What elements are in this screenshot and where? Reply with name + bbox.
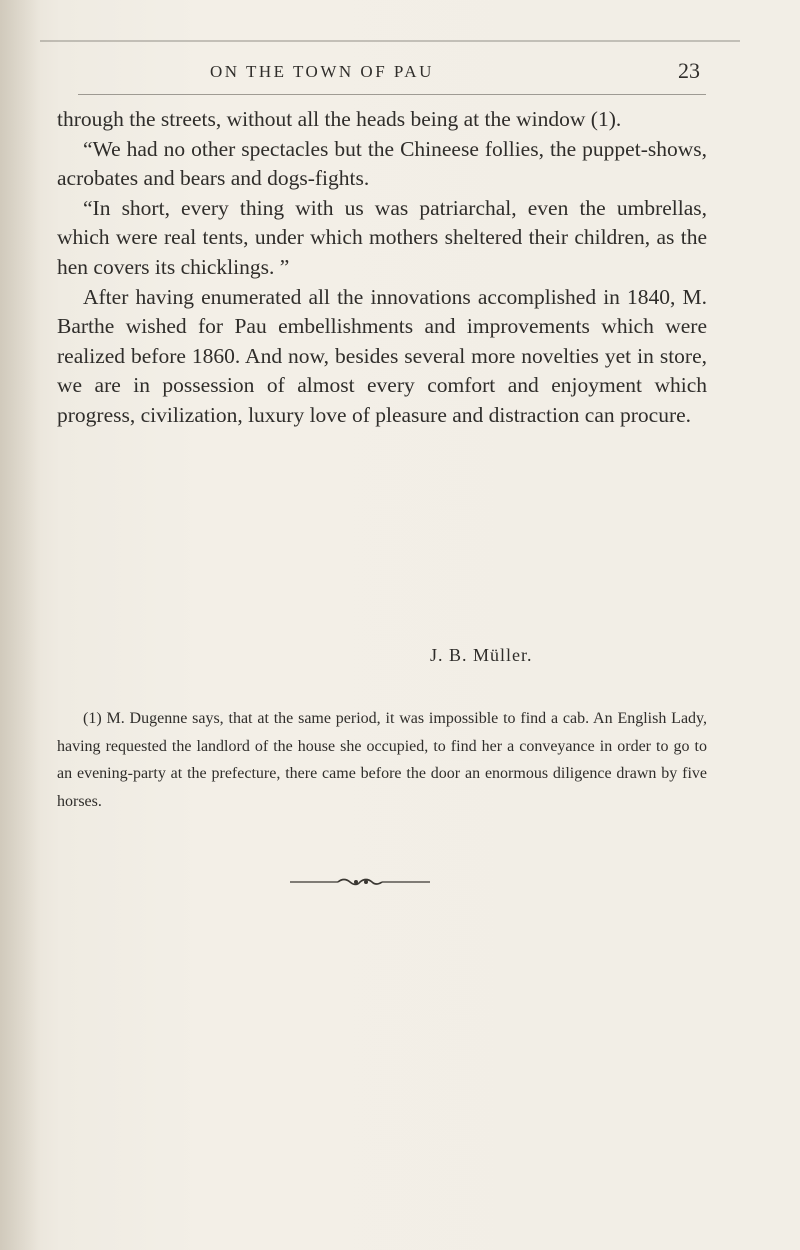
paragraph: through the streets, without all the heads being at the window (1). (57, 107, 622, 131)
head-rule (78, 94, 706, 95)
gutter-shadow (0, 0, 40, 1250)
footnote-text: (1) M. Dugenne says, that at the same period, it was impossible to find a cab. An English Lady, having requested the landlord of the house she occupied, to find her a conveyance in order to go to an evening-party at the prefecture, there came before the door an enormous diligence drawn by five horses. (57, 710, 707, 810)
fleuron-icon (290, 876, 430, 888)
top-rule (40, 40, 740, 42)
paragraph: “We had no other spectacles but the Chineese follies, the puppet-shows, acrobates and bears and dogs-fights. (57, 136, 707, 191)
paragraph: “In short, every thing with us was patriarchal, even the umbrellas, which were real tents, under which mothers sheltered their children, as the hen covers its chicklings. ” (57, 195, 707, 279)
running-head (110, 58, 700, 88)
page-number: 23 (678, 58, 700, 83)
body-text (57, 105, 707, 431)
signature: J. B. Müller. (430, 645, 533, 665)
paragraph: After having enumerated all the innovations accomplished in 1840, M. Barthe wished for Pau embellishments and improvements which were realized before 1860. And now, besides several more novelties yet in store, we are in possession of almost every comfort and enjoyment which progress, civilization, luxury love of pleasure and distraction can procure. (57, 284, 707, 427)
running-title: ON THE TOWN OF PAU (210, 62, 434, 81)
footnote (57, 705, 707, 815)
